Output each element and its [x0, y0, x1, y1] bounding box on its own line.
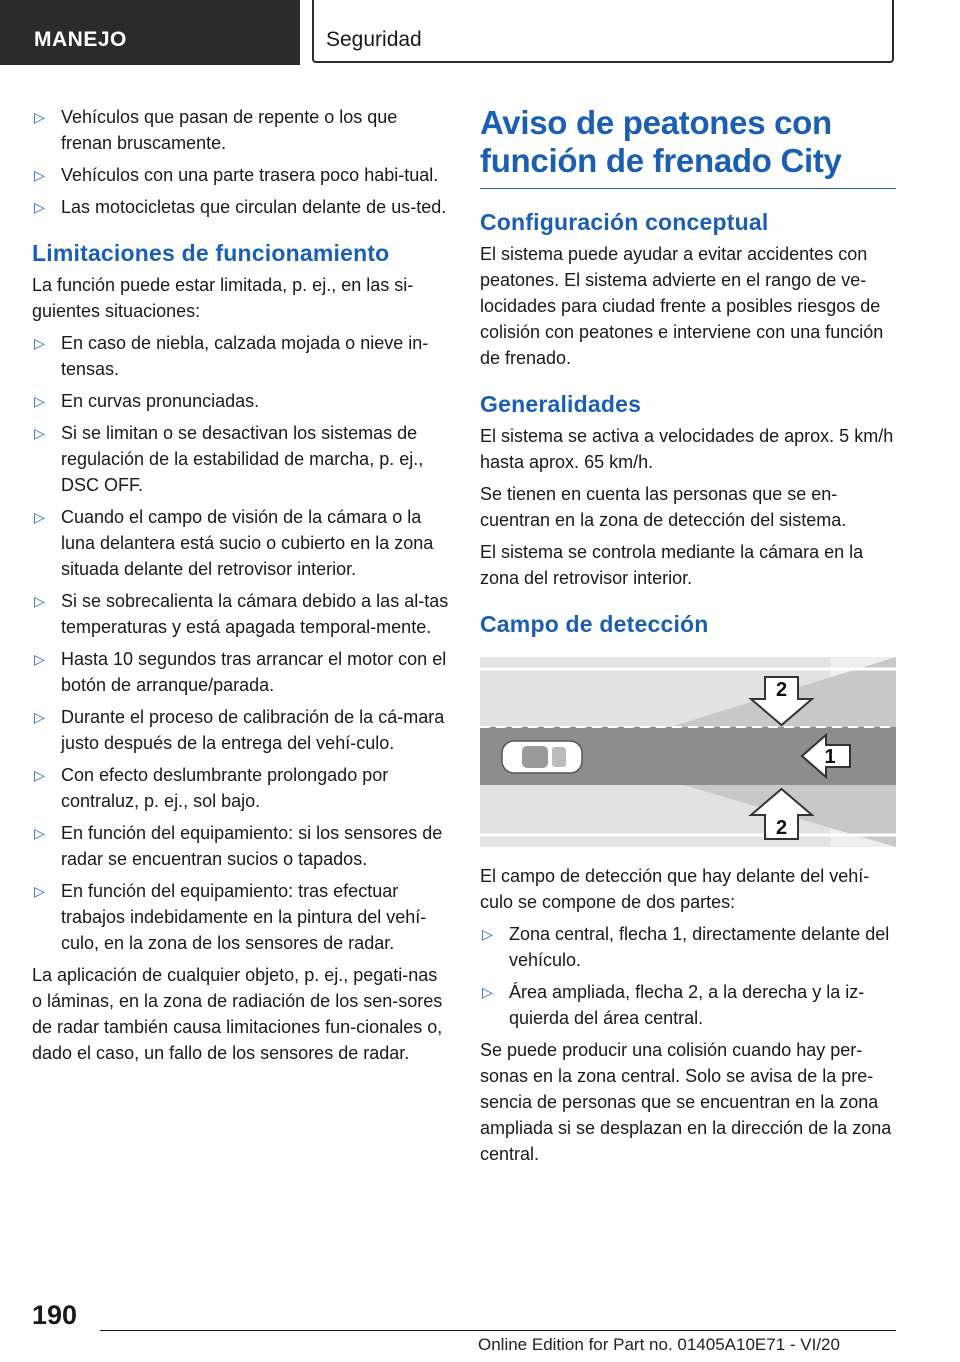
triangle-bullet-icon: ▷ [34, 425, 45, 441]
concept-text: El sistema puede ayudar a evitar accidentes con peatones. El sistema advierte en el rango de ve-locidades para ciudad frente a posibles riesgos de colisión con peatones e interviene con una función de frenado. [480, 244, 884, 368]
detection-field-diagram [480, 657, 896, 847]
triangle-bullet-icon: ▷ [34, 335, 45, 351]
right-column [480, 104, 896, 1173]
list-item: ▷ Con efecto deslumbrante prolongado por contraluz, p. ej., sol bajo. [32, 762, 450, 814]
list-item: ▷ Vehículos con una parte trasera poco habi-tual. [32, 162, 450, 188]
list-item: ▷ Las motocicletas que circulan delante de us-ted. [32, 194, 450, 220]
triangle-bullet-icon: ▷ [482, 926, 493, 942]
triangle-bullet-icon: ▷ [34, 883, 45, 899]
list-item: ▷ Área ampliada, flecha 2, a la derecha y la iz-quierda del área central. [480, 979, 896, 1031]
list-item: ▷ En caso de niebla, calzada mojada o nieve in-tensas. [32, 330, 450, 382]
list-item: ▷ Si se limitan o se desactivan los sistemas de regulación de la estabilidad de marcha, p. ej., DSC OFF. [32, 420, 450, 498]
triangle-bullet-icon: ▷ [34, 199, 45, 215]
bullet-list-a [32, 104, 450, 220]
list-item: ▷ Cuando el campo de visión de la cámara o la luna delantera está sucio o cubierto en la zona situada delante del retrovisor interior. [32, 504, 450, 582]
list-item: ▷ Durante el proceso de calibración de la cá-mara justo después de la entrega del vehí-culo. [32, 704, 450, 756]
triangle-bullet-icon: ▷ [34, 767, 45, 783]
page-number: 190 [32, 1300, 78, 1330]
list-item: ▷ Zona central, flecha 1, directamente delante del vehículo. [480, 921, 896, 973]
list-item: ▷ Vehículos que pasan de repente o los que frenan bruscamente. [32, 104, 450, 156]
left-column [32, 104, 450, 1072]
detection-closing-paragraph: Se puede producir una colisión cuando hay per-sonas en la zona central. Solo se avisa de la pre-sencia de personas que se encuentran en la zona ampliada si se desplazan en la dirección de la zona central. [480, 1040, 892, 1164]
page-title: Aviso de peatones con función de frenado City [480, 104, 896, 189]
section-title: MANEJO [34, 28, 127, 51]
triangle-bullet-icon: ▷ [34, 393, 45, 409]
svg-text:2: 2 [775, 817, 788, 839]
general-heading: Generalidades [480, 391, 642, 417]
list-item: ▷ Hasta 10 segundos tras arrancar el motor con el botón de arranque/parada. [32, 646, 450, 698]
list-item: ▷ Si se sobrecalienta la cámara debido a las al-tas temperaturas y está apagada temporal-mente. [32, 588, 450, 640]
concept-heading: Configuración conceptual [480, 209, 769, 235]
bullet-list-b [32, 330, 450, 956]
footer-divider [100, 1330, 896, 1331]
general-paragraph-2: Se tienen en cuenta las personas que se en-cuentran en la zona de detección del sistema. [480, 484, 847, 530]
svg-text:2: 2 [775, 679, 788, 701]
general-paragraph-1: El sistema se activa a velocidades de aprox. 5 km/h hasta aprox. 65 km/h. [480, 426, 894, 472]
detection-bullet-list [480, 921, 896, 1031]
detection-heading: Campo de detección [480, 611, 709, 637]
triangle-bullet-icon: ▷ [34, 709, 45, 725]
section-tab [0, 0, 300, 65]
triangle-bullet-icon: ▷ [34, 109, 45, 125]
chapter-title: Seguridad [326, 28, 422, 51]
triangle-bullet-icon: ▷ [34, 509, 45, 525]
svg-text:1: 1 [824, 746, 836, 768]
triangle-bullet-icon: ▷ [34, 651, 45, 667]
triangle-bullet-icon: ▷ [482, 984, 493, 1000]
list-item: ▷ En curvas pronunciadas. [32, 388, 450, 414]
list-item: ▷ En función del equipamiento: si los sensores de radar se encuentran sucios o tapados. [32, 820, 450, 872]
limitations-intro: La función puede estar limitada, p. ej., en las si-guientes situaciones: [32, 275, 414, 321]
limitations-heading: Limitaciones de funcionamiento [32, 240, 390, 266]
edition-footer: Online Edition for Part no. 01405A10E71 - VI/20 [478, 1335, 840, 1354]
general-paragraph-3: El sistema se controla mediante la cámara en la zona del retrovisor interior. [480, 542, 864, 588]
car-icon [502, 741, 582, 773]
triangle-bullet-icon: ▷ [34, 825, 45, 841]
chapter-tab [312, 0, 894, 63]
closing-paragraph: La aplicación de cualquier objeto, p. ej., pegati-nas o láminas, en la zona de radiación de los sen-sores de radar también causa limitaciones fun-cionales o, dado el caso, un fallo de los sensores de radar. [32, 965, 443, 1063]
detection-intro: El campo de detección que hay delante del vehí-culo se compone de dos partes: [480, 866, 870, 912]
triangle-bullet-icon: ▷ [34, 593, 45, 609]
triangle-bullet-icon: ▷ [34, 167, 45, 183]
list-item: ▷ En función del equipamiento: tras efectuar trabajos indebidamente en la pintura del vehí-culo, en la zona de los sensores de radar. [32, 878, 450, 956]
